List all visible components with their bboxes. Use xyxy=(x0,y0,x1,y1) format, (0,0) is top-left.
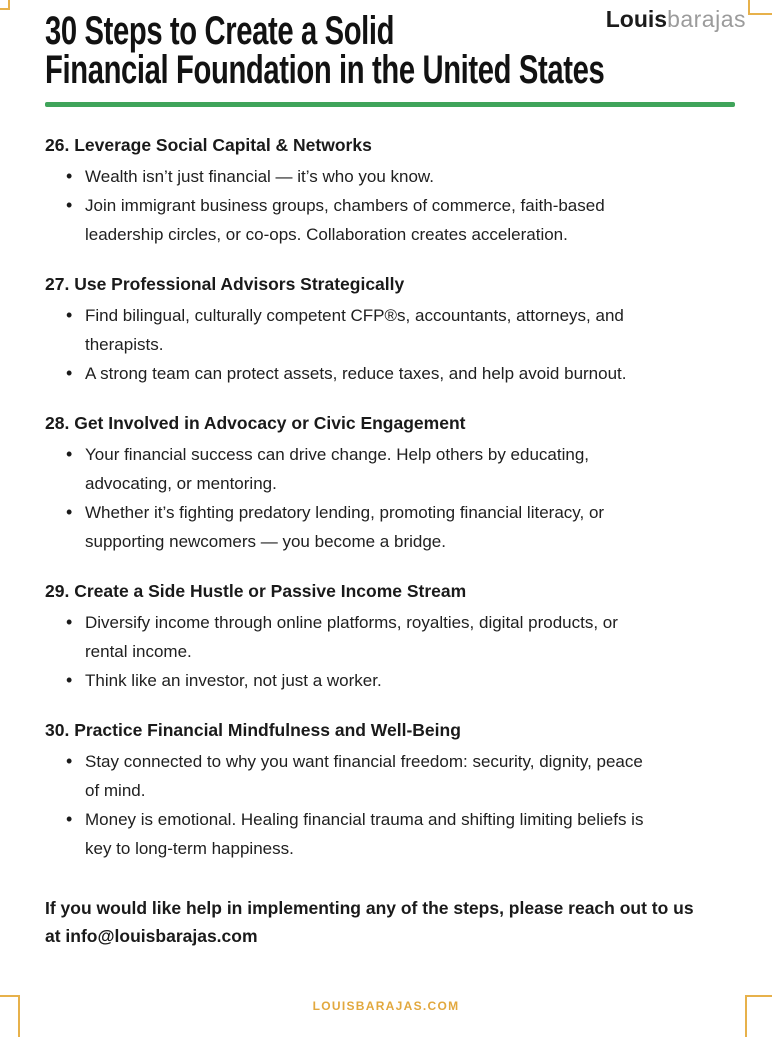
closing-line-2: at info@louisbarajas.com xyxy=(45,926,258,946)
section-number: 26. xyxy=(45,135,70,155)
list-item: • Diversify income through online platforms, royalties, digital products, or rental income. xyxy=(45,608,736,666)
section-heading xyxy=(45,579,736,604)
closing-line-1: If you would like help in implementing any of the steps, please reach out to us xyxy=(45,898,694,918)
section-number: 30. xyxy=(45,720,70,740)
section-heading xyxy=(45,718,736,743)
section-title: Leverage Social Capital & Networks xyxy=(74,135,372,155)
section-number: 28. xyxy=(45,413,70,433)
content xyxy=(0,107,772,950)
bullet-list xyxy=(45,162,736,249)
section-heading xyxy=(45,411,736,436)
section-title: Use Professional Advisors Strategically xyxy=(74,274,405,294)
section-26 xyxy=(45,133,736,249)
bullet-list xyxy=(45,440,736,556)
list-item: • Whether it’s fighting predatory lending, promoting financial literacy, or supporting newcomers — you become a bridge. xyxy=(45,498,736,556)
bullet-list xyxy=(45,608,736,695)
list-item: • Money is emotional. Healing financial trauma and shifting limiting beliefs is key to long-term happiness. xyxy=(45,805,736,863)
bullet-list xyxy=(45,747,736,863)
section-title: Practice Financial Mindfulness and Well-Being xyxy=(74,720,461,740)
brand-logo-light: barajas xyxy=(667,6,746,32)
section-heading xyxy=(45,272,736,297)
section-number: 29. xyxy=(45,581,70,601)
closing-text xyxy=(45,894,736,950)
section-27 xyxy=(45,272,736,388)
section-heading xyxy=(45,133,736,158)
list-item: • A strong team can protect assets, reduce taxes, and help avoid burnout. xyxy=(45,359,736,388)
brand-logo xyxy=(606,6,746,33)
section-title: Create a Side Hustle or Passive Income Stream xyxy=(74,581,467,601)
section-29 xyxy=(45,579,736,695)
section-30 xyxy=(45,718,736,863)
brand-logo-bold: Louis xyxy=(605,6,668,32)
section-number: 27. xyxy=(45,274,70,294)
list-item: • Your financial success can drive change. Help others by educating, advocating, or mentoring. xyxy=(45,440,736,498)
section-title: Get Involved in Advocacy or Civic Engagement xyxy=(74,413,466,433)
list-item: • Stay connected to why you want financial freedom: security, dignity, peace of mind. xyxy=(45,747,736,805)
footer-website: LOUISBARAJAS.COM xyxy=(312,999,460,1013)
header xyxy=(0,0,772,90)
list-item: • Find bilingual, culturally competent CFP®s, accountants, attorneys, and therapists. xyxy=(45,301,736,359)
list-item: • Join immigrant business groups, chambers of commerce, faith-based leadership circles, or co-ops. Collaboration creates acceleration. xyxy=(45,191,736,249)
list-item: • Think like an investor, not just a worker. xyxy=(45,666,736,695)
bullet-list xyxy=(45,301,736,388)
list-item: • Wealth isn’t just financial — it’s who you know. xyxy=(45,162,736,191)
page-title-line-1: 30 Steps to Create a Solid xyxy=(45,9,395,53)
section-28 xyxy=(45,411,736,556)
page-title-line-2: Financial Foundation in the United States xyxy=(45,48,605,92)
